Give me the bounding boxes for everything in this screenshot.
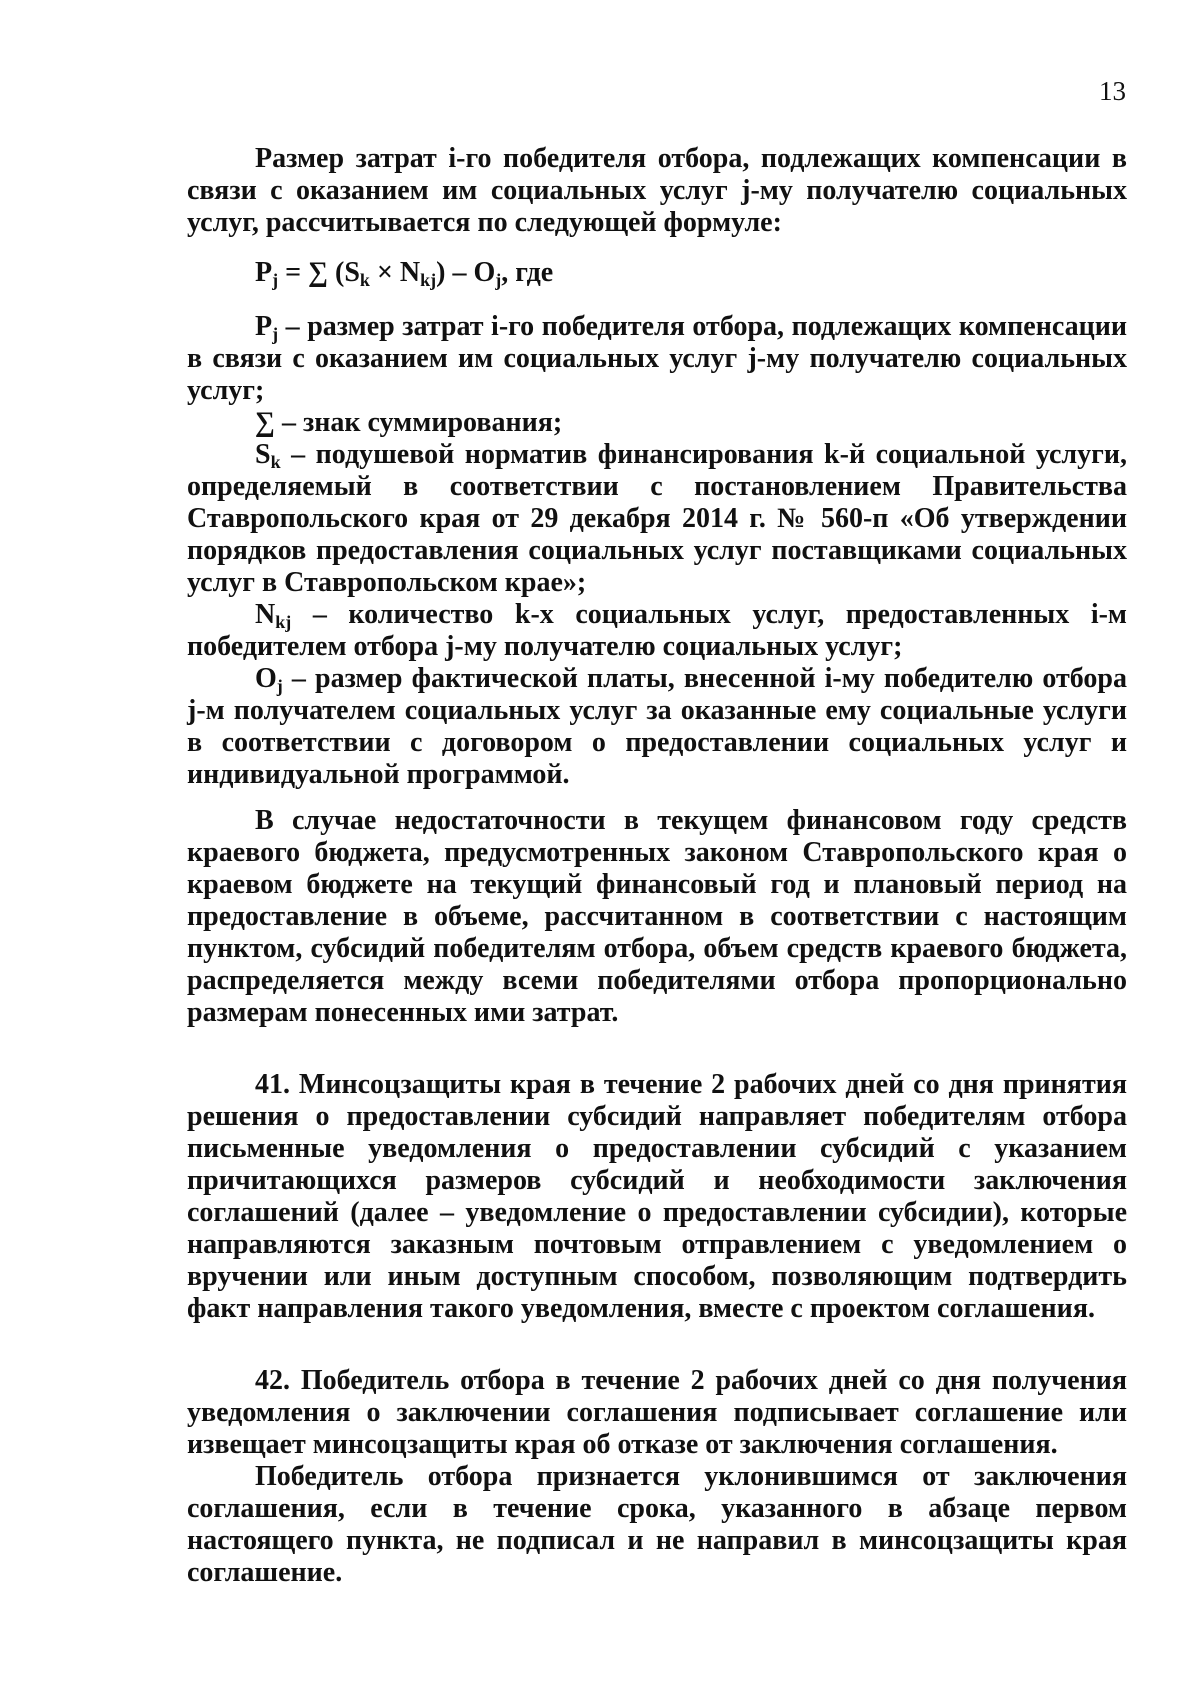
paragraph-clause-41: 41. Минсоцзащиты края в течение 2 рабочих дней со дня принятия решения о предоставлении субсидий направляет победителям отбора письменные уведомления о предоставлении субсидий с указанием причитающихся размеров субсидий и необходимости заключения соглашений (далее – уведомление о предоставлении субсидии), которые направляются заказным почтовым отправлением с уведомлением о вручении или иным доступным способом, позволяющим подтвердить факт направления такого уведомления, вместе с проектом соглашения.	[187, 1069, 1127, 1324]
definition-p-text: – размер затрат i-го победителя отбора, подлежащих компенсации в связи с оказанием им социальных услуг j-му получателю социальных услуг;	[187, 311, 1127, 406]
definition-sigma: ∑ – знак суммирования;	[255, 407, 563, 438]
formula-tail: , где	[501, 257, 554, 288]
paragraph-clause-42-second: Победитель отбора признается уклонившимся от заключения соглашения, если в течение срока, указанного в абзаце первом настоящего пункта, не подписал и не направил в минсоцзащиты края соглашение.	[187, 1461, 1127, 1588]
definition-o-sub: j	[276, 676, 283, 696]
definition-p-symbol: P	[255, 311, 273, 342]
formula-o-sub: j	[495, 270, 502, 290]
definition-o-text: – размер фактической платы, внесенной i-му победителю отбора j-м получателем социальных услуг за оказанные ему социальные услуги в соответствии с договором о предоставлении социальных услуг и индивидуальной программой.	[187, 663, 1127, 790]
cost-formula	[187, 257, 1127, 289]
definition-p	[187, 311, 1127, 407]
formula-p-sub: j	[272, 270, 279, 290]
formula-n-sub: kj	[420, 270, 437, 290]
paragraph-budget-insufficiency: В случае недостаточности в текущем финансовом году средств краевого бюджета, предусмотренных законом Ставропольского края о краевом бюджете на текущий финансовый год и плановый период на предоставление в объеме, рассчитанном в соответствии с настоящим пунктом, субсидий победителям отбора, объем средств краевого бюджета, распределяется между всеми победителями отбора пропорционально размерам понесенных ими затрат.	[187, 805, 1127, 1028]
definition-s-sub: k	[270, 452, 281, 472]
document-body	[187, 143, 1127, 1589]
definition-s-text: – подушевой норматив финансирования k-й социальной услуги, определяемый в соответствии с постановлением Правительства Ставропольского края от 29 декабря 2014 г. № 560-п «Об утверждении порядков предоставления социальных услуг поставщиками социальных услуг в Ставропольском крае»;	[187, 439, 1127, 598]
definition-o-symbol: O	[255, 663, 277, 694]
formula-s-sub: k	[359, 270, 370, 290]
definition-n-text: – количество k-х социальных услуг, предоставленных i-м победителем отбора j-му получателю социальных услуг;	[187, 599, 1127, 662]
definition-n-symbol: N	[255, 599, 276, 630]
paragraph-clause-42: 42. Победитель отбора в течение 2 рабочих дней со дня получения уведомления о заключении соглашения подписывает соглашение или извещает минсоцзащиты края об отказе от заключения соглашения.	[187, 1365, 1127, 1460]
definition-n	[187, 599, 1127, 663]
definition-p-sub: j	[272, 324, 279, 344]
paragraph-cost-intro: Размер затрат i-го победителя отбора, подлежащих компенсации в связи с оказанием им социальных услуг j-му получателю социальных услуг, рассчитывается по следующей формуле:	[187, 143, 1127, 238]
formula-minus-o: ) – O	[436, 257, 496, 288]
formula-eq-sigma: = ∑ (S	[278, 257, 360, 288]
formula-times: × N	[369, 257, 421, 288]
definition-s	[187, 439, 1127, 599]
definition-s-symbol: S	[255, 439, 271, 470]
formula-p: P	[255, 257, 273, 288]
definition-n-sub: kj	[275, 612, 292, 632]
page-number: 13	[1099, 76, 1126, 106]
definition-o	[187, 663, 1127, 791]
